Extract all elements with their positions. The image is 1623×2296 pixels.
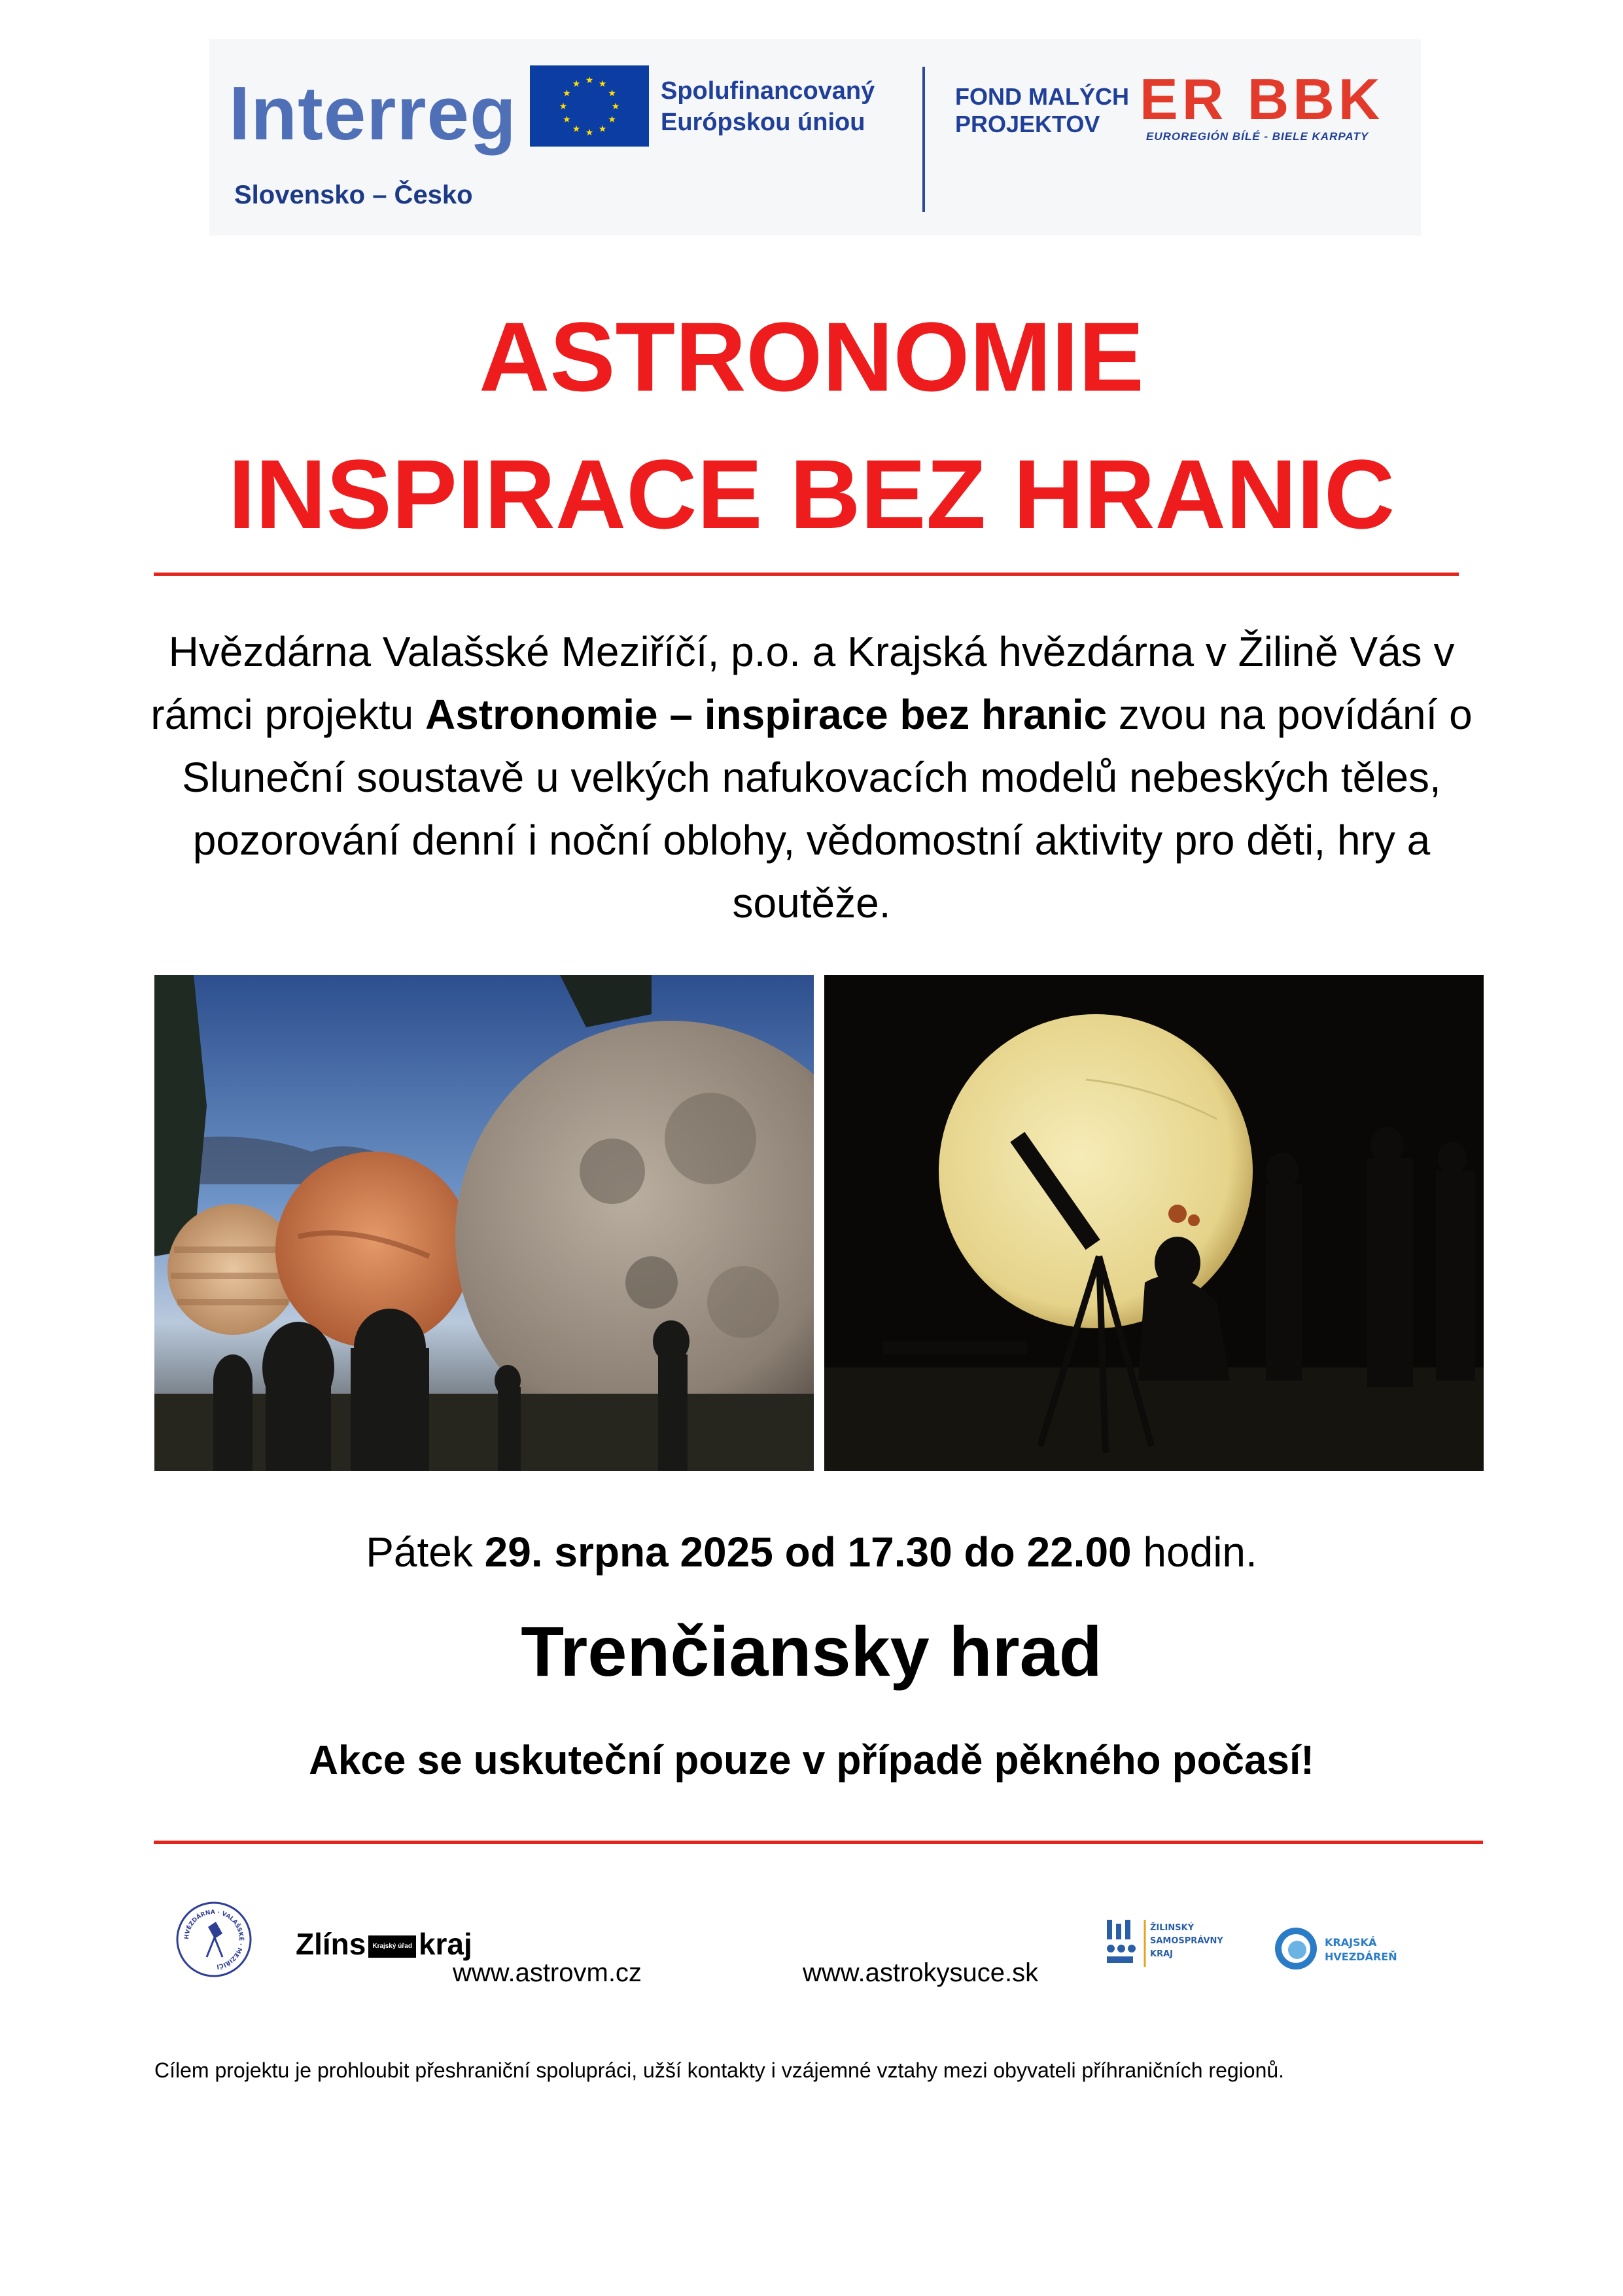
intro-project-name: Astronomie – inspirace bez hranic — [425, 691, 1108, 738]
eu-star-icon: ★ — [572, 79, 581, 90]
eu-star-icon: ★ — [608, 88, 616, 99]
eu-star-icon: ★ — [572, 124, 581, 135]
eu-star-icon: ★ — [598, 79, 607, 90]
eu-star-icon: ★ — [563, 115, 571, 125]
footer-divider — [154, 1841, 1483, 1844]
zlin-text-right: kraj — [418, 1927, 472, 1961]
title-line-2: INSPIRACE BEZ HRANIC — [228, 439, 1395, 549]
inflatable-planets-photo — [154, 975, 814, 1471]
interreg-region-label: Slovensko – Česko — [234, 181, 473, 209]
fund-label-line-2: PROJEKTOV — [955, 111, 1100, 137]
eu-star-icon: ★ — [608, 115, 616, 125]
eu-star-icon: ★ — [563, 88, 571, 99]
title-divider — [154, 573, 1459, 576]
zlinsky-kraj-logo — [296, 1929, 472, 1959]
eu-flag-icon — [530, 65, 649, 147]
event-venue: Trenčiansky hrad — [521, 1612, 1102, 1691]
title-line-1: ASTRONOMIE — [479, 302, 1144, 412]
project-goal-footnote: Cílem projektu je prohloubit přeshraniční spolupráci, užší kontakty i vzájemné vztahy mezi obyvateli příhraničních regionů. — [154, 2058, 1285, 2082]
eu-star-icon: ★ — [611, 101, 620, 112]
intro-text-start: Hvězdárna Valašské Meziříčí, p.o. a Krajská hvězdárna v Žilině Vás v rámci projektu — [150, 628, 1455, 738]
erbbk-subtitle: EUROREGIÓN BÍLÉ - BIELE KARPATY — [1146, 130, 1369, 143]
eu-cofinanced-line-2: Európskou úniou — [661, 109, 865, 136]
svg-text:HVĚZDÁRNA · VALAŠSKÉ · MEZIŘÍČ: HVĚZDÁRNA · VALAŠSKÉ · MEZIŘÍČÍ — [183, 1909, 245, 1969]
zsk-line-3: KRAJ — [1150, 1949, 1173, 1959]
eu-cofinanced-line-1: Spolufinancovaný — [661, 77, 875, 105]
zlin-text-left: Zlíns — [296, 1927, 366, 1961]
event-suffix: hodin. — [1143, 1528, 1257, 1576]
telescope-sun-model-photo — [824, 975, 1484, 1471]
website-astrovm[interactable]: www.astrovm.cz — [453, 1958, 642, 1987]
hvezdarna-vm-logo — [175, 1901, 253, 1978]
eu-star-icon: ★ — [598, 124, 607, 135]
eu-star-icon: ★ — [585, 75, 594, 86]
intro-text-end: zvou na povídání o Sluneční soustavě u velkých nafukovacích modelů nebeských těles, pozorování denní i noční oblohy, vědomostní aktivity pro děti, hry a soutěže. — [182, 691, 1473, 927]
header-divider — [922, 67, 925, 212]
kh-line-2: HVEZDÁREŇ — [1325, 1951, 1397, 1963]
intro-paragraph — [118, 620, 1505, 934]
fund-label-line-1: FOND MALÝCH — [955, 83, 1129, 110]
krajska-hvezdaren-logo — [1272, 1922, 1397, 1975]
zsk-line-1: ŽILINSKÝ — [1150, 1923, 1195, 1933]
event-datetime: 29. srpna 2025 od 17.30 do 22.00 — [484, 1528, 1132, 1576]
zilinsky-kraj-logo — [1104, 1915, 1235, 1973]
zsk-line-2: SAMOSPRÁVNY — [1150, 1936, 1223, 1946]
interreg-logo: Interreg — [229, 71, 517, 156]
eu-star-icon: ★ — [585, 128, 594, 138]
weather-notice: Akce se uskuteční pouze v případě pěkného počasí! — [309, 1738, 1314, 1783]
eu-star-icon: ★ — [559, 101, 568, 112]
partner-logo-banner — [209, 39, 1421, 236]
event-date-time — [0, 1528, 1623, 1576]
erbbk-logo: ER BBK — [1140, 67, 1384, 132]
kh-line-1: KRAJSKÁ — [1325, 1936, 1377, 1949]
event-day: Pátek — [366, 1528, 473, 1576]
website-astrokysuce[interactable]: www.astrokysuce.sk — [803, 1958, 1039, 1987]
zlin-box: Krajský úřad — [368, 1935, 416, 1958]
